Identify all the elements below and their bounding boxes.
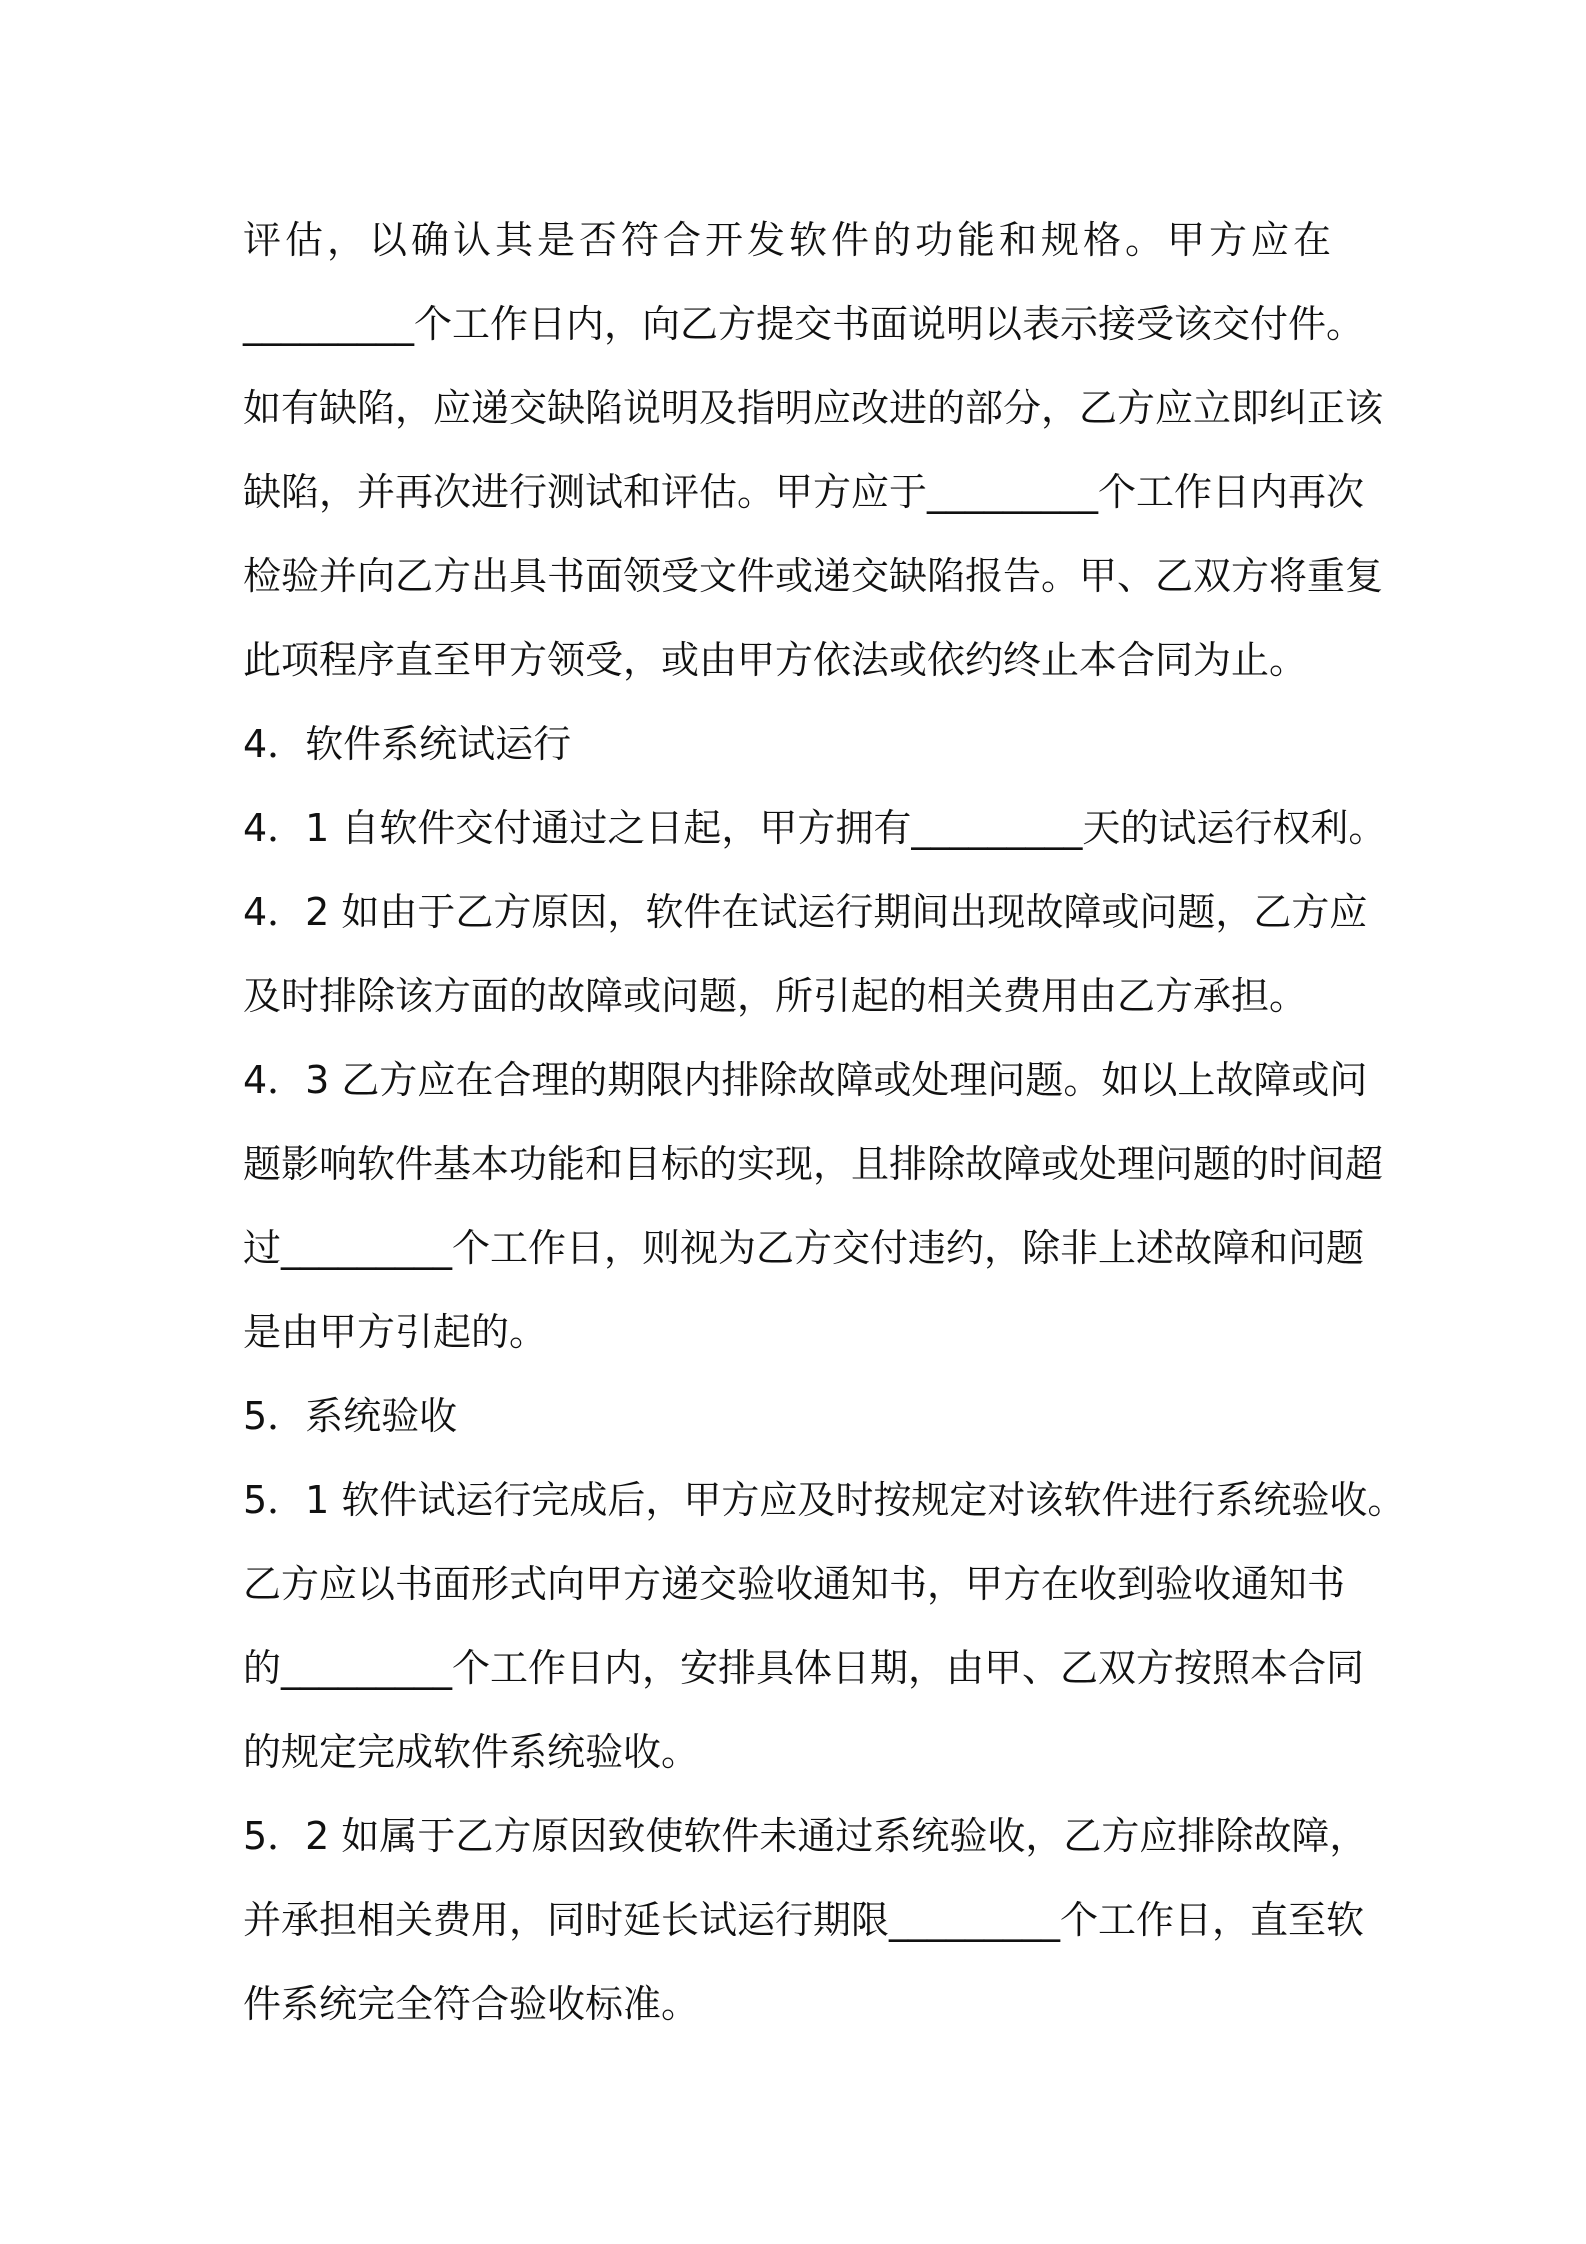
text-line: 并承担相关费用，同时延长试运行期限_________个工作日，直至软 xyxy=(243,1898,1365,1942)
text-line: _________个工作日内，向乙方提交书面说明以表示接受该交付件。 xyxy=(243,302,1365,346)
clause-line: 5．2 如属于乙方原因致使软件未通过系统验收，乙方应排除故障， xyxy=(243,1814,1368,1858)
text-line: 件系统完全符合验收标准。 xyxy=(243,1982,700,2026)
text-line: 评估，以确认其是否符合开发软件的功能和规格。甲方应在 xyxy=(243,218,1336,262)
text-line: 是由甲方引起的。 xyxy=(243,1310,548,1354)
text-line: 的规定完成软件系统验收。 xyxy=(243,1730,700,1774)
clause-line: 4．3 乙方应在合理的期限内排除故障或处理问题。如以上故障或问 xyxy=(243,1058,1368,1102)
document-body xyxy=(243,198,1406,2046)
section-heading: 5．系统验收 xyxy=(243,1394,458,1438)
text-line: 的_________个工作日内，安排具体日期，由甲、乙双方按照本合同 xyxy=(243,1646,1365,1690)
clause-line: 4．2 如由于乙方原因，软件在试运行期间出现故障或问题，乙方应 xyxy=(243,890,1368,934)
text-line: 此项程序直至甲方领受，或由甲方依法或依约终止本合同为止。 xyxy=(243,638,1308,682)
text-line: 及时排除该方面的故障或问题，所引起的相关费用由乙方承担。 xyxy=(243,974,1308,1018)
text-line: 乙方应以书面形式向甲方递交验收通知书，甲方在收到验收通知书 xyxy=(243,1562,1346,1606)
clause-line: 5．1 软件试运行完成后，甲方应及时按规定对该软件进行系统验收。 xyxy=(243,1478,1406,1522)
text-line: 如有缺陷，应递交缺陷说明及指明应改进的部分，乙方应立即纠正该 xyxy=(243,386,1384,430)
text-line: 缺陷，并再次进行测试和评估。甲方应于_________个工作日内再次 xyxy=(243,470,1365,514)
section-heading: 4．软件系统试运行 xyxy=(243,722,572,766)
clause-line: 4．1 自软件交付通过之日起，甲方拥有_________天的试运行权利。 xyxy=(243,806,1387,850)
text-line: 过_________个工作日，则视为乙方交付违约，除非上述故障和问题 xyxy=(243,1226,1365,1270)
text-line: 检验并向乙方出具书面领受文件或递交缺陷报告。甲、乙双方将重复 xyxy=(243,554,1384,598)
text-line: 题影响软件基本功能和目标的实现，且排除故障或处理问题的时间超 xyxy=(243,1142,1384,1186)
